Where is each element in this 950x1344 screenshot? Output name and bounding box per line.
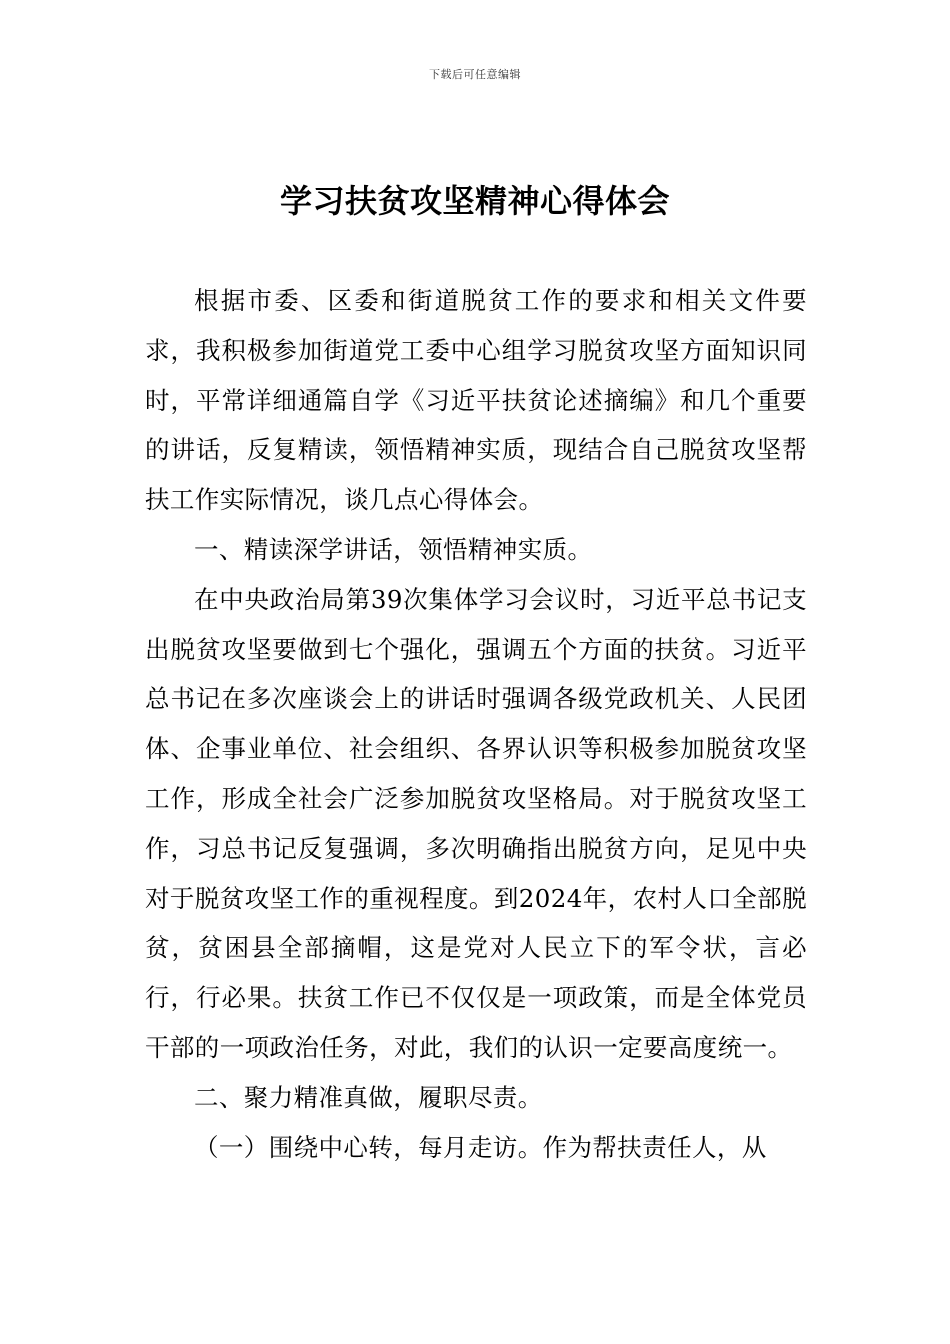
header-note: 下载后可任意编辑	[429, 68, 521, 81]
section-heading-1: 一、精读深学讲话，领悟精神实质。	[194, 534, 593, 564]
page-title: 学习扶贫攻坚精神心得体会	[279, 182, 670, 220]
document-body	[145, 276, 807, 1172]
paragraph-subsection-1: （一）围绕中心转，每月走访。作为帮扶责任人，从	[194, 1132, 767, 1162]
paragraph-intro: 根据市委、区委和街道脱贫工作的要求和相关文件要求，我积极参加街道党工委中心组学习脱贫攻坚方面知识同时，平常详细通篇自学《习近平扶贫论述摘编》和几个重要的讲话，反复精读，领悟精神实质，现结合自己脱贫攻坚帮扶工作实际情况，谈几点心得体会。	[145, 286, 807, 515]
section-heading-2: 二、聚力精准真做，履职尽责。	[194, 1082, 543, 1112]
paragraph-section-1: 在中央政治局第39次集体学习会议时，习近平总书记支出脱贫攻坚要做到七个强化，强调五个方面的扶贫。习近平总书记在多次座谈会上的讲话时强调各级党政机关、人民团体、企事业单位、社会组织、各界认识等积极参加脱贫攻坚工作，形成全社会广泛参加脱贫攻坚格局。对于脱贫攻坚工作，习总书记反复强调，多次明确指出脱贫方向，足见中央对于脱贫攻坚工作的重视程度。到2024年，农村人口全部脱贫，贫困县全部摘帽，这是党对人民立下的军令状，言必行，行必果。扶贫工作已不仅仅是一项政策，而是全体党员干部的一项政治任务，对此，我们的认识一定要高度统一。	[145, 584, 807, 1062]
